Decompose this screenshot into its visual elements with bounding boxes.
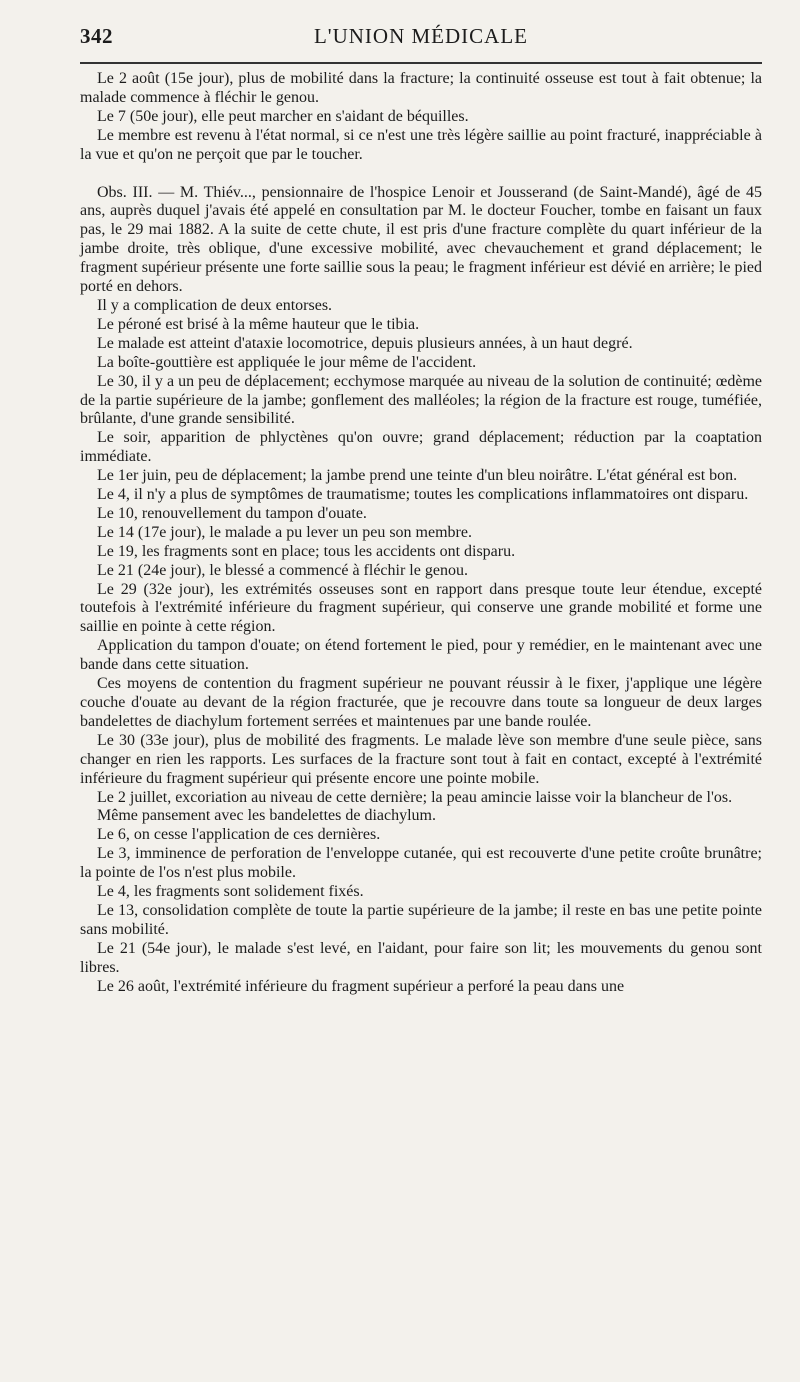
page-number: 342	[80, 24, 113, 48]
header-rule	[80, 62, 762, 64]
paragraph: Il y a complication de deux entorses.	[97, 296, 333, 314]
paragraph: Le malade est atteint d'ataxie locomotrice, depuis plusieurs années, à un haut degré.	[97, 334, 633, 352]
paragraph: Le péroné est brisé à la même hauteur que le tibia.	[97, 315, 420, 333]
paragraph: Le 6, on cesse l'application de ces dernières.	[97, 826, 381, 844]
paragraph: Le 26 août, l'extrémité inférieure du fragment supérieur a perforé la peau dans une	[97, 977, 625, 995]
paragraph: Le 2 juillet, excoriation au niveau de cette dernière; la peau amincie laisse voir la blancheur de l'os.	[97, 788, 733, 806]
paragraph: Le 29 (32e jour), les extrémités osseuses sont en rapport dans presque toute leur étendue, excepté toutefois à l'extrémité inférieure du fragment supérieur, qui conserve une grande mobilité et forme une saillie en pointe à cette région.	[80, 580, 762, 636]
paragraph: Le 21 (54e jour), le malade s'est levé, en l'aidant, pour faire son lit; les mouvements du genou sont libres.	[80, 939, 762, 976]
paragraph: La boîte-gouttière est appliquée le jour même de l'accident.	[97, 353, 477, 371]
paragraph: Le soir, apparition de phlyctènes qu'on ouvre; grand déplacement; réduction par la coaptation immédiate.	[80, 429, 762, 466]
paragraph: Le 2 août (15e jour), plus de mobilité dans la fracture; la continuité osseuse est tout à fait obtenue; la malade commence à fléchir le genou.	[80, 70, 762, 106]
paragraph: Le 7 (50e jour), elle peut marcher en s'aidant de béquilles.	[97, 107, 469, 125]
paragraph: Le 10, renouvellement du tampon d'ouate.	[97, 504, 367, 522]
paragraph: Même pansement avec les bandelettes de diachylum.	[97, 807, 436, 825]
paragraph: Le 30 (33e jour), plus de mobilité des fragments. Le malade lève son membre d'une seule pièce, sans changer en rien les rapports. Les surfaces de la fracture sont tout à fait en contact, excepté à l'extrémité inférieure du fragment supérieur qui présente encore une pointe mobile.	[80, 731, 762, 787]
journal-title: L'UNION MÉDICALE	[313, 24, 528, 48]
paragraph: Ces moyens de contention du fragment supérieur ne pouvant réussir à le fixer, j'applique une légère couche d'ouate au devant de la région fracturée, que je recouvre dans toute sa longueur de deux larges bandelettes de diachylum fortement serrées et maintenues par une bande roulée.	[80, 675, 762, 730]
paragraph: Le membre est revenu à l'état normal, si ce n'est une très légère saillie au point fracturé, inappréciable à la vue et qu'on ne perçoit que par le toucher.	[80, 126, 762, 163]
paragraph: Le 1er juin, peu de déplacement; la jambe prend une teinte d'un bleu noirâtre. L'état général est bon.	[97, 467, 738, 485]
paragraph: Application du tampon d'ouate; on étend fortement le pied, pour y remédier, en le maintenant avec une bande dans cette situation.	[80, 637, 762, 674]
observation-paragraph: Obs. III. — M. Thiév..., pensionnaire de l'hospice Lenoir et Jousserand (de Saint-Mandé), âgé de 45 ans, auprès duquel j'avais été appelé en consultation par M. le docteur Foucher, tombe en faisant un faux pas, le 29 mai 1882. A la suite de cette chute, il est pris d'une fracture complète du quart inférieur de la jambe droite, très oblique, d'une excessive mobilité, avec chevauchement et grand déplacement; le fragment supérieur présente une forte saillie sous la peau; le fragment inférieur est dévié en arrière; le pied porté en dehors.	[80, 183, 762, 296]
running-header	[80, 22, 762, 62]
paragraph: Le 21 (24e jour), le blessé a commencé à fléchir le genou.	[97, 561, 468, 579]
paragraph: Le 30, il y a un peu de déplacement; ecchymose marquée au niveau de la solution de continuité; œdème de la partie supérieure de la jambe; gonflement des malléoles; la région de la fracture est rouge, tuméfiée, brûlante, d'une grande sensibilité.	[80, 372, 762, 428]
paragraph: Le 14 (17e jour), le malade a pu lever un peu son membre.	[97, 523, 472, 541]
paragraph: Le 13, consolidation complète de toute la partie supérieure de la jambe; il reste en bas une petite pointe sans mobilité.	[80, 901, 762, 938]
paragraph: Le 4, il n'y a plus de symptômes de traumatisme; toutes les complications inflammatoires ont disparu.	[97, 486, 749, 504]
paragraph: Le 3, imminence de perforation de l'enveloppe cutanée, qui est recouverte d'une petite croûte brunâtre; la pointe de l'os n'est plus mobile.	[80, 845, 762, 882]
paragraph: Le 4, les fragments sont solidement fixés.	[97, 883, 364, 901]
paragraph: Le 19, les fragments sont en place; tous les accidents ont disparu.	[97, 542, 516, 560]
article-body	[80, 70, 762, 997]
